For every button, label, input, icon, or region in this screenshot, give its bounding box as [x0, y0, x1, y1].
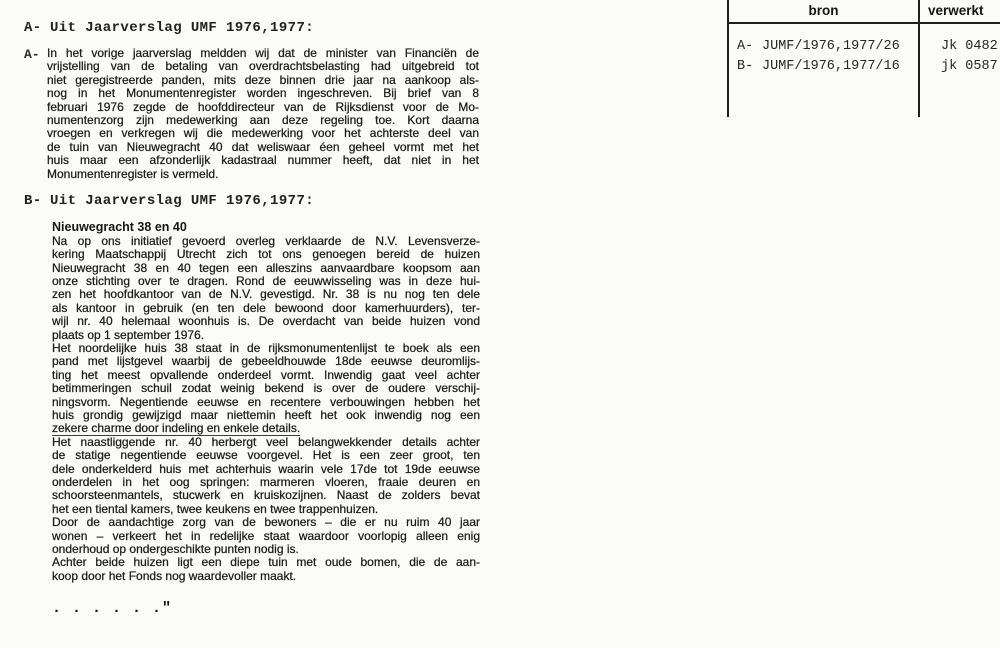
text-line: kering Maatschappij Utrecht zich tot ons genoegen bereid de huizen — [52, 248, 480, 262]
paragraph — [24, 235, 482, 583]
text-line: betimmeringen schuil zodat weinig bekend is over de oudere verschij- — [52, 382, 480, 396]
text-line: Het noordelijke huis 38 staat in de rijksmonumentenlijst te boek als een — [52, 342, 480, 356]
row-verwerkt-value: jk 0587 — [941, 59, 998, 74]
text-line: koop door het Fonds nog waardevoller maakt. — [52, 569, 297, 583]
text-line: Monumentenregister is vermeld. — [47, 167, 219, 181]
text-line: vrijstelling van de betaling van overdrachtsbelasting had uitgebreid tot — [47, 60, 479, 74]
section-heading — [24, 20, 482, 36]
text-line: numentenzorg zijn medewerking aan deze regeling toe. Kort daarna — [47, 113, 479, 127]
text-line: schoorsteenmantels, stucwerk en kruiskozijnen. Naast de zolders bevat — [52, 489, 480, 503]
document-body — [24, 20, 482, 617]
quotation-ellipsis: . . . . . ." — [52, 600, 173, 618]
row-bron-value: JUMF/1976,1977/16 — [762, 59, 900, 74]
paragraph — [24, 47, 482, 181]
table-rows — [737, 37, 997, 77]
paragraph-marker: A- — [24, 47, 40, 62]
text-line: nog in het Monumentenregister worden ingeschreven. Bij brief van 8 — [47, 87, 479, 101]
section-heading — [24, 193, 482, 209]
column-header-bron: bron — [808, 3, 839, 18]
text-line: huis maar een afzonderlijk kadastraal nummer heeft, dat niet in het — [47, 154, 479, 168]
text-line: onze stichting over te dragen. Rond de eeuwwisseling was in deze hui- — [52, 275, 480, 289]
registration-table — [727, 0, 1000, 117]
text-line: Nieuwegracht 38 en 40 tegen een alleszins aanvaardbare koopsom aan — [52, 261, 480, 275]
paragraph-lines — [47, 47, 479, 181]
text-line: wijl nr. 40 helemaal woonhuis is. De overdacht van beide huizen vond — [52, 315, 480, 329]
text-line: zen het hoofdkantoor van de N.V. gevestigd. Nr. 38 is nu nog ten dele — [52, 288, 480, 302]
text-line: In het vorige jaarverslag meldden wij dat de minister van Financiën de — [47, 47, 479, 60]
table-row — [737, 37, 997, 57]
text-line: vroegen en verkregen wij die medewerking voor het achterste deel van — [47, 127, 479, 141]
table-header-rule — [727, 22, 1000, 24]
text-line: het een tiental kamers, twee keukens en twee trappenhuizen. — [52, 502, 379, 516]
section-marker: A- — [24, 20, 42, 36]
text-line: Na op ons initiatief gevoerd overleg verklaarde de N.V. Levensverze- — [52, 234, 480, 248]
text-line: dele onderkelderd huis met achterhuis waarin vele 17de tot 19de eeuwse — [52, 462, 480, 476]
text-line: onderdelen in het oog springen: marmeren vloeren, fraaie deuren en — [52, 475, 480, 489]
section-marker: B- — [24, 192, 42, 209]
text-line: ting het meest opvallende onderdeel vormt. Inwendig gaat veel achter — [52, 368, 480, 382]
text-line: de statige negentiende eeuwse voorgevel. Het is een zeer groot, ten — [52, 449, 480, 463]
text-line: niet geregistreerde panden, mits deze binnen drie jaar na aankoop als- — [47, 73, 479, 87]
text-line: huis grondig gewijzigd maar niettemin heeft het ook inwendig nog een — [52, 408, 480, 422]
row-marker: A- — [737, 39, 754, 54]
text-line: pand met lijstgevel waarbij de gebeeldhouwde 18de eeuwse deuromlijs- — [52, 355, 480, 369]
row-marker: B- — [737, 59, 754, 74]
row-bron-value: JUMF/1976,1977/26 — [762, 39, 900, 54]
text-line: onderhoud op ondergeschikte punten nodig is. — [52, 542, 299, 556]
text-line: de tuin van Nieuwegracht 40 dat weliswaar éen geheel vormt met het — [47, 140, 479, 154]
text-line: ningsvorm. Negentiende eeuwse en recentere verbouwingen hebben het — [52, 395, 480, 409]
paragraph-subheading: Nieuwegracht 38 en 40 — [52, 219, 187, 234]
text-line: Door de aandachtige zorg van de bewoners – die er nu ruim 40 jaar — [52, 516, 480, 530]
text-line: zekere charme door indeling en enkele details. — [52, 422, 301, 436]
text-line: Achter beide huizen ligt een diepe tuin met oude bomen, die de aan- — [52, 556, 480, 570]
column-header-verwerkt: verwerkt — [928, 3, 984, 18]
text-line: wonen – verkeert het in redelijke staat waardoor voorlopig alleen enig — [52, 529, 480, 543]
text-line: Het naastliggende nr. 40 herbergt veel belangwekkender details achter — [52, 435, 480, 449]
section-heading-text: Uit Jaarverslag UMF 1976,1977: — [50, 20, 315, 36]
table-row — [737, 57, 997, 77]
section-heading-text: Uit Jaarverslag UMF 1976,1977: — [50, 192, 315, 209]
text-line: februari 1976 zegde de hoofddirecteur van de Rijksdienst voor de Mo- — [47, 100, 479, 114]
text-line: als kantoor in gebruik (en ten dele bewoond door kamerhuurders), ter- — [52, 301, 480, 315]
paragraph-lines — [52, 235, 480, 583]
row-verwerkt-value: Jk 0482 — [941, 39, 998, 54]
text-line: plaats op 1 september 1976. — [52, 328, 205, 342]
